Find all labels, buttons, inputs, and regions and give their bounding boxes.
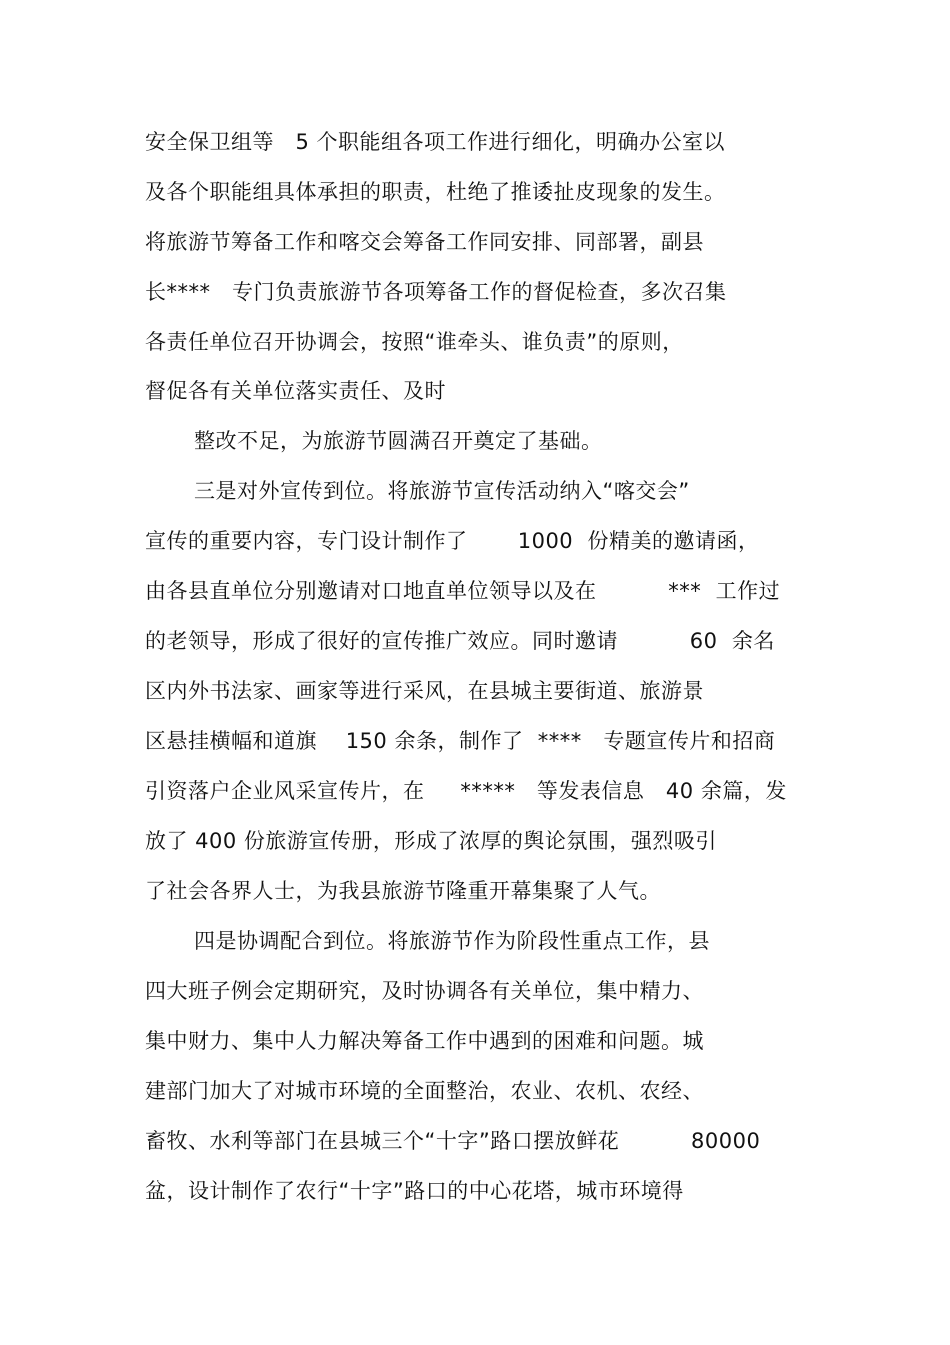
text-line: 整改不足，为旅游节圆满召开奠定了基础。 [194,429,603,453]
text-line: 的老领导，形成了很好的宣传推广效应。同时邀请 60 余名 [145,629,775,653]
text-line: 建部门加大了对城市环境的全面整治，农业、农机、农经、 [145,1079,704,1103]
text-line: 及各个职能组具体承担的职责，杜绝了推诿扯皮现象的发生。 [145,180,726,204]
text-line: 引资落户企业风采宣传片，在 ***** 等发表信息 40 余篇，发 [145,779,787,803]
text-line: 放了 400 份旅游宣传册，形成了浓厚的舆论氛围，强烈吸引 [145,829,717,853]
text-line: 督促各有关单位落实责任、及时 [145,379,446,403]
text-line: 区内外书法家、画家等进行采风，在县城主要街道、旅游景 [145,679,704,703]
text-line: 集中财力、集中人力解决筹备工作中遇到的困难和问题。城 [145,1029,704,1053]
text-line: 四是协调配合到位。将旅游节作为阶段性重点工作，县 [194,929,710,953]
text-line: 盆，设计制作了农行“十字”路口的中心花塔，城市环境得 [145,1179,684,1203]
text-line: 长**** 专门负责旅游节各项筹备工作的督促检查，多次召集 [145,280,727,304]
text-line: 由各县直单位分别邀请对口地直单位领导以及在 *** 工作过 [145,579,781,603]
text-line: 安全保卫组等 5 个职能组各项工作进行细化，明确办公室以 [145,130,726,154]
text-line: 将旅游节筹备工作和喀交会筹备工作同安排、同部署，副县 [145,230,704,254]
text-line: 宣传的重要内容，专门设计制作了 1000 份精美的邀请函， [145,529,760,553]
text-line: 畜牧、水利等部门在县城三个“十字”路口摆放鲜花 80000 [145,1129,761,1153]
text-line: 三是对外宣传到位。将旅游节宣传活动纳入“喀交会” [194,479,690,503]
text-line: 四大班子例会定期研究，及时协调各有关单位，集中精力、 [145,979,704,1003]
text-line: 区悬挂横幅和道旗 150 余条，制作了 **** 专题宣传片和招商 [145,729,776,753]
text-line: 了社会各界人士，为我县旅游节隆重开幕集聚了人气。 [145,879,661,903]
text-line: 各责任单位召开协调会，按照“谁牵头、谁负责”的原则， [145,330,684,354]
